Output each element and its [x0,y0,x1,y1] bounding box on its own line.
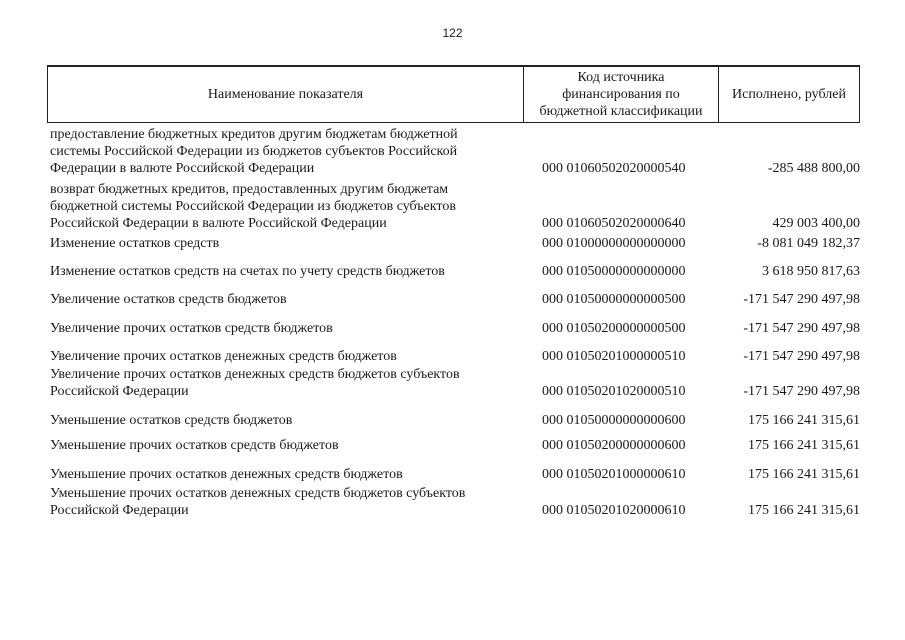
table-row [50,126,860,177]
indicator-name-line: Уменьшение прочих остатков денежных средств бюджетов субъектов [50,486,466,501]
indicator-name-line: Изменение остатков средств на счетах по учету средств бюджетов [50,264,445,279]
header-source-code-line: финансирования по [562,87,680,102]
indicator-name [50,126,530,177]
indicator-name [50,291,530,308]
table-row [50,263,860,280]
indicator-name-line: Российской Федерации в валюте Российской Федерации [50,216,387,231]
indicator-name-line: Уменьшение прочих остатков средств бюджетов [50,438,339,453]
page-number: 122 [442,26,463,40]
table-row [50,348,860,365]
indicator-name-line: Увеличение остатков средств бюджетов [50,292,287,307]
indicator-name-line: Российской Федерации [50,503,189,518]
indicator-name-line: возврат бюджетных кредитов, предоставленных другим бюджетам [50,182,449,197]
source-code: 000 01000000000000000 [542,236,686,251]
indicator-name-line: бюджетной системы Российской Федерации из бюджетов субъектов [50,199,456,214]
indicator-name-line: Увеличение прочих остатков денежных средств бюджетов субъектов [50,367,460,382]
indicator-name-line: Федерации в валюте Российской Федерации [50,161,315,176]
executed-amount: 175 166 241 315,61 [748,413,860,428]
executed-amount: 429 003 400,00 [772,216,860,231]
executed-amount: -171 547 290 497,98 [743,349,860,364]
indicator-name [50,348,530,365]
indicator-name-line: Российской Федерации [50,384,189,399]
executed-amount: -8 081 049 182,37 [757,236,860,251]
source-code: 000 01050201020000610 [542,503,686,518]
header-executed-amount: Исполнено, рублей [719,67,860,122]
table-row [50,485,860,519]
indicator-name [50,235,530,252]
indicator-name [50,366,530,400]
source-code: 000 01060502020000640 [542,216,686,231]
indicator-name [50,466,530,483]
table-row [50,437,860,454]
executed-amount: 3 618 950 817,63 [762,264,860,279]
table-row [50,291,860,308]
table-row [50,181,860,232]
indicator-name [50,320,530,337]
executed-amount: -171 547 290 497,98 [743,292,860,307]
indicator-name [50,437,530,454]
indicator-name-line: Увеличение прочих остатков денежных средств бюджетов [50,349,397,364]
executed-amount: 175 166 241 315,61 [748,467,860,482]
table-row [50,320,860,337]
header-source-code-line: Код источника [577,70,665,85]
executed-amount: 175 166 241 315,61 [748,438,860,453]
header-source-code-line: бюджетной классификации [539,104,703,119]
indicator-name-line: Изменение остатков средств [50,236,220,251]
indicator-name-line: Уменьшение прочих остатков денежных средств бюджетов [50,467,403,482]
table-row [50,366,860,400]
indicator-name-line: Уменьшение остатков средств бюджетов [50,413,293,428]
table-row [50,412,860,429]
source-code: 000 01050201000000610 [542,467,686,482]
source-code: 000 01050200000000600 [542,438,686,453]
source-code: 000 01050201020000510 [542,384,686,399]
executed-amount: -285 488 800,00 [767,161,860,176]
source-code: 000 01060502020000540 [542,161,686,176]
executed-amount: -171 547 290 497,98 [743,321,860,336]
source-code: 000 01050201000000510 [542,349,686,364]
header-indicator-name: Наименование показателя [47,67,523,122]
source-code: 000 01050000000000000 [542,264,686,279]
indicator-name [50,485,530,519]
table-row [50,235,860,252]
indicator-name [50,412,530,429]
source-code: 000 01050000000000600 [542,413,686,428]
source-code: 000 01050000000000500 [542,292,686,307]
indicator-name [50,181,530,232]
source-code: 000 01050200000000500 [542,321,686,336]
executed-amount: -171 547 290 497,98 [743,384,860,399]
indicator-name-line: предоставление бюджетных кредитов другим бюджетам бюджетной [50,127,458,142]
indicator-name-line: системы Российской Федерации из бюджетов субъектов Российской [50,144,458,159]
indicator-name [50,263,530,280]
executed-amount: 175 166 241 315,61 [748,503,860,518]
indicator-name-line: Увеличение прочих остатков средств бюджетов [50,321,333,336]
table-row [50,466,860,483]
